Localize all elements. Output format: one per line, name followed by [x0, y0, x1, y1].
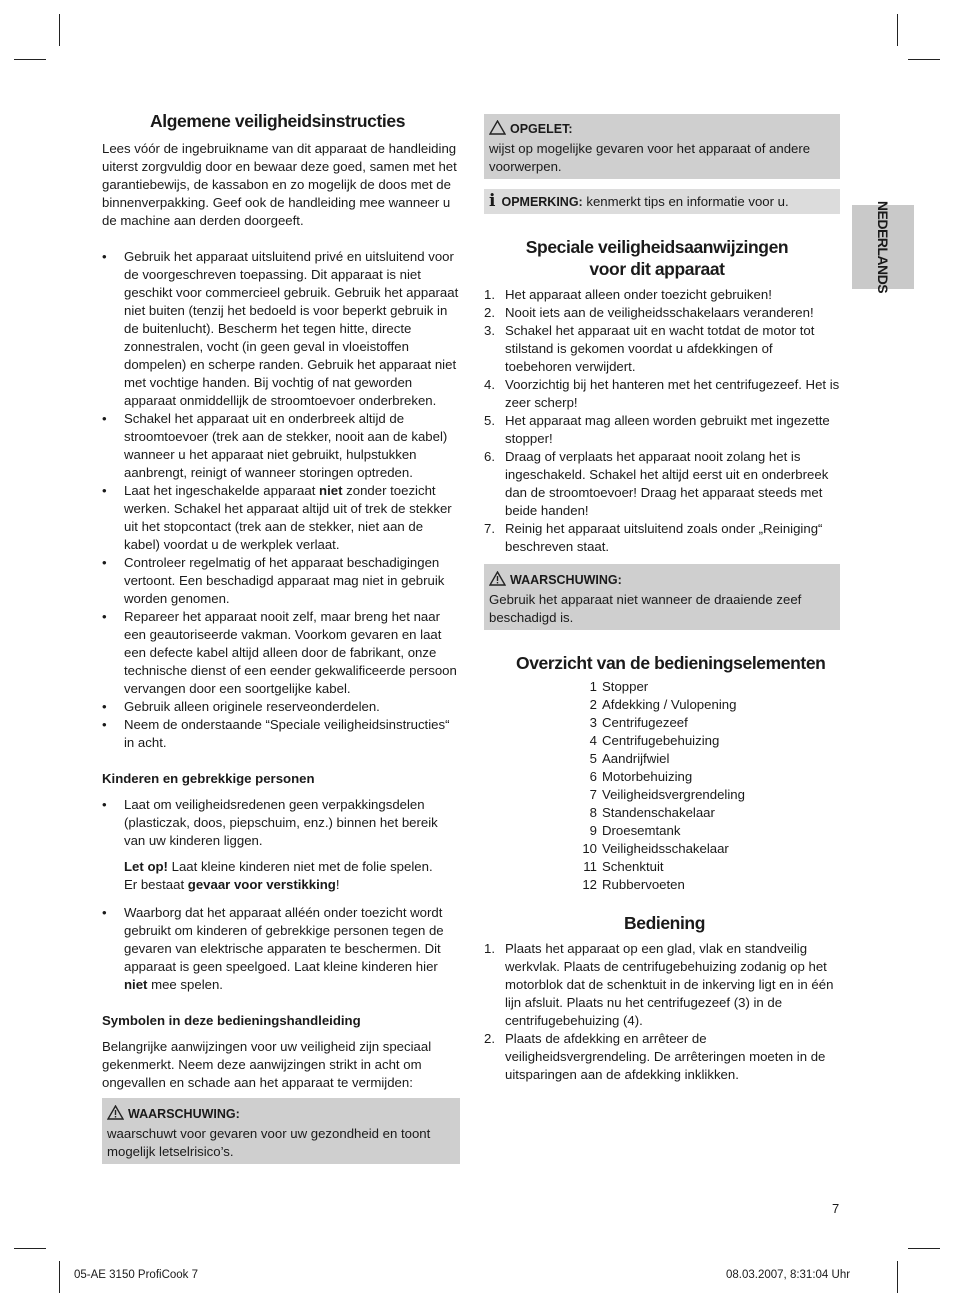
- crop-mark: [897, 1261, 898, 1293]
- list-item: 4. Voorzichtig bij het hanteren met het centrifugezeef. Het is zeer scherp!: [484, 377, 840, 410]
- crop-mark: [14, 59, 46, 60]
- list-item: 1. Plaats het apparaat op een glad, vlak en standveilig werkvlak. Plaats de centrifugebehuizing zodanig op het motorblok dat de schenktuit in de inkerving ligt en in één lijn afsluit. Plaats nu het centrifugezeef (3) in de centrifugebehuizing (4).: [484, 941, 834, 1028]
- warning-triangle-icon: [107, 1105, 124, 1125]
- crop-mark: [59, 14, 60, 46]
- left-column: [102, 110, 460, 1164]
- list-item: 7. Reinig het apparaat uitsluitend zoals onder „Reiniging“ beschreven staat.: [484, 521, 823, 554]
- list-item: • Repareer het apparaat nooit zelf, maar breng het naar een geautoriseerde vakman. Voorkom gevaren en laat een defecte kabel altijd alleen door de fabrikant, onze technische dienst of een eender gekwalificeerde persoon vervangen door een soortgelijke kabel.: [102, 608, 460, 698]
- crop-mark: [908, 59, 940, 60]
- footer-right: 08.03.2007, 8:31:04 Uhr: [726, 1269, 851, 1281]
- list-item: • Neem de onderstaande “Speciale veiligheidsinstructies“ in acht.: [102, 716, 460, 752]
- list-item: 6 Motorbehuizing: [589, 769, 693, 784]
- caution-label: OPGELET:: [510, 122, 573, 136]
- list-item: 2 Afdekking / Vulopening: [589, 697, 737, 712]
- caution-text: wijst op mogelijke gevaren voor het apparaat of andere voorwerpen.: [489, 141, 811, 174]
- footer-left: 05-AE 3150 ProfiCook 7: [74, 1269, 199, 1281]
- list-item: • Laat het ingeschakelde apparaat niet zonder toezicht werken. Schakel het apparaat altijd uit of trek de stekker uit het stopcontact (trek aan de stekker, niet aan de kabel) voordat u de werkplek verlaat.: [102, 482, 460, 554]
- list-item: 8 Standenschakelaar: [589, 805, 715, 820]
- list-item: 3. Schakel het apparaat uit en wacht totdat de motor tot stilstand is gekomen voordat u afdekkingen of toebehoren verwijdert.: [484, 323, 815, 374]
- warning-label: WAARSCHUWING:: [510, 573, 622, 587]
- list-item: • Waarborg dat het apparaat alléén onder toezicht wordt gebruikt om kinderen of gebrekkige personen tegen de gevaren van elektrische apparaten te beschermen. Dit apparaat is geen speelgoed. Laat kleine kinderen hier niet mee spelen.: [102, 904, 460, 994]
- language-tab: [852, 200, 914, 294]
- crop-mark: [59, 1261, 60, 1293]
- list-item: 2. Plaats de afdekking en arrêteer de veiligheidsvergrendeling. De arrêteringen moeten in de uitsparingen aan de afdekking inklikken.: [484, 1031, 826, 1082]
- list-item: 3 Centrifugezeef: [589, 715, 688, 730]
- note-box: [484, 189, 840, 214]
- info-icon: i: [489, 191, 496, 211]
- special-safety-list: [484, 286, 840, 556]
- children-heading: Kinderen en gebrekkige personen: [102, 771, 315, 786]
- safety-bullet-list: [102, 248, 460, 752]
- parts-list: [570, 678, 840, 894]
- list-item: 5 Aandrijfwiel: [589, 751, 670, 766]
- list-item: 11 Schenktuit: [583, 859, 664, 874]
- list-item: 10 Veiligheidsschakelaar: [582, 841, 729, 856]
- note-text: kenmerkt tips en informatie voor u.: [582, 194, 789, 209]
- caution-triangle-icon: [489, 120, 506, 140]
- list-item: • Schakel het apparaat uit en onderbreek altijd de stroomtoevoer (trek aan de stekker, nooit aan de kabel) wanneer u het apparaat niet gebruikt, hulpstukken aanbrengt, reinigt of wanneer storingen optreden.: [102, 410, 460, 482]
- operation-list: [484, 940, 840, 1084]
- warning-text: waarschuwt voor gevaren voor uw gezondheid en toont mogelijk letselrisico’s.: [107, 1126, 431, 1159]
- list-item: • Laat om veiligheidsredenen geen verpakkingsdelen (plasticzak, doos, piepschuim, enz.) binnen het bereik van uw kinderen liggen. Let op! Laat kleine kinderen niet met de folie spelen. Er bestaat gevaar voor verstikking!: [102, 796, 460, 894]
- crop-mark: [897, 14, 898, 46]
- page-number: 7: [832, 1201, 840, 1216]
- list-item: • Controleer regelmatig of het apparaat beschadigingen vertoont. Een beschadigd apparaat mag niet in gebruik worden genomen.: [102, 554, 460, 608]
- overview-title: Overzicht van de bedieningselementen: [516, 653, 826, 673]
- warning-box: [102, 1098, 460, 1164]
- right-column: [484, 114, 840, 1084]
- caution-box: [484, 114, 840, 179]
- list-item: 4 Centrifugebehuizing: [589, 733, 720, 748]
- special-safety-title: Speciale veiligheidsaanwijzingen voor dit apparaat: [525, 237, 789, 279]
- list-item: • Gebruik het apparaat uitsluitend privé en uitsluitend voor de voorgeschreven toepassing. Dit apparaat is niet geschikt voor commercieel gebruik. Gebruik het apparaat niet buiten (tenzij het bedoeld is voor beperkt gebruik in de buitenlucht). Bescherm het tegen hitte, directe zonnestralen, vocht (in geen geval in vloeistoffen dompelen) en scherpe randen. Gebruik het apparaat niet met vochtige handen. Bij vochtig of nat geworden apparaat onmiddellijk de stroomtoevoer onderbreken.: [102, 248, 460, 410]
- crop-mark: [908, 1248, 940, 1249]
- list-item: 2. Nooit iets aan de veiligheidsschakelaars veranderen!: [484, 305, 814, 320]
- list-item: 6. Draag of verplaats het apparaat nooit zolang het is ingeschakeld. Schakel het altijd eerst uit en onderbreek dan de stroomtoevoer! Draag het apparaat steeds met beide handen!: [484, 449, 829, 518]
- crop-mark: [14, 1248, 46, 1249]
- letop-note: Let op! Laat kleine kinderen niet met de folie spelen. Er bestaat gevaar voor verstikking!: [124, 859, 433, 892]
- warning-box: [484, 564, 840, 630]
- list-item: 1. Het apparaat alleen onder toezicht gebruiken!: [484, 287, 772, 302]
- warning-label: WAARSCHUWING:: [128, 1107, 240, 1121]
- list-item: 9 Droesemtank: [589, 823, 681, 838]
- language-tab-label: NEDERLANDS: [875, 200, 891, 294]
- operation-title: Bediening: [624, 913, 705, 933]
- list-item: 5. Het apparaat mag alleen worden gebruikt met ingezette stopper!: [484, 413, 830, 446]
- note-label: OPMERKING:: [501, 195, 583, 209]
- list-item: • Gebruik alleen originele reserveonderdelen.: [102, 698, 460, 716]
- symbols-paragraph: Belangrijke aanwijzingen voor uw veiligheid zijn speciaal gekenmerkt. Neem deze aanwijzingen strikt in acht om ongevallen en schade aan het apparaat te vermijden:: [102, 1039, 432, 1090]
- children-bullet-list: [102, 796, 460, 994]
- list-item: 1 Stopper: [589, 679, 649, 694]
- list-item: 7 Veiligheidsvergrendeling: [589, 787, 745, 802]
- intro-paragraph: Lees vóór de ingebruikname van dit apparaat de handleiding uiterst zorgvuldig door en bewaar deze goed, samen met het garantiebewijs, de kassabon en zo mogelijk de doos met de binnenverpakking. Geef ook de handleiding mee wanneer u de machine aan derden doorgeeft.: [102, 141, 457, 228]
- section-title-general-safety: Algemene veiligheidsinstructies: [150, 111, 406, 131]
- symbols-heading: Symbolen in deze bedieningshandleiding: [102, 1013, 361, 1028]
- list-item: 12 Rubbervoeten: [582, 877, 685, 892]
- warning-triangle-icon: [489, 571, 506, 591]
- warning-text: Gebruik het apparaat niet wanneer de draaiende zeef beschadigd is.: [489, 592, 802, 625]
